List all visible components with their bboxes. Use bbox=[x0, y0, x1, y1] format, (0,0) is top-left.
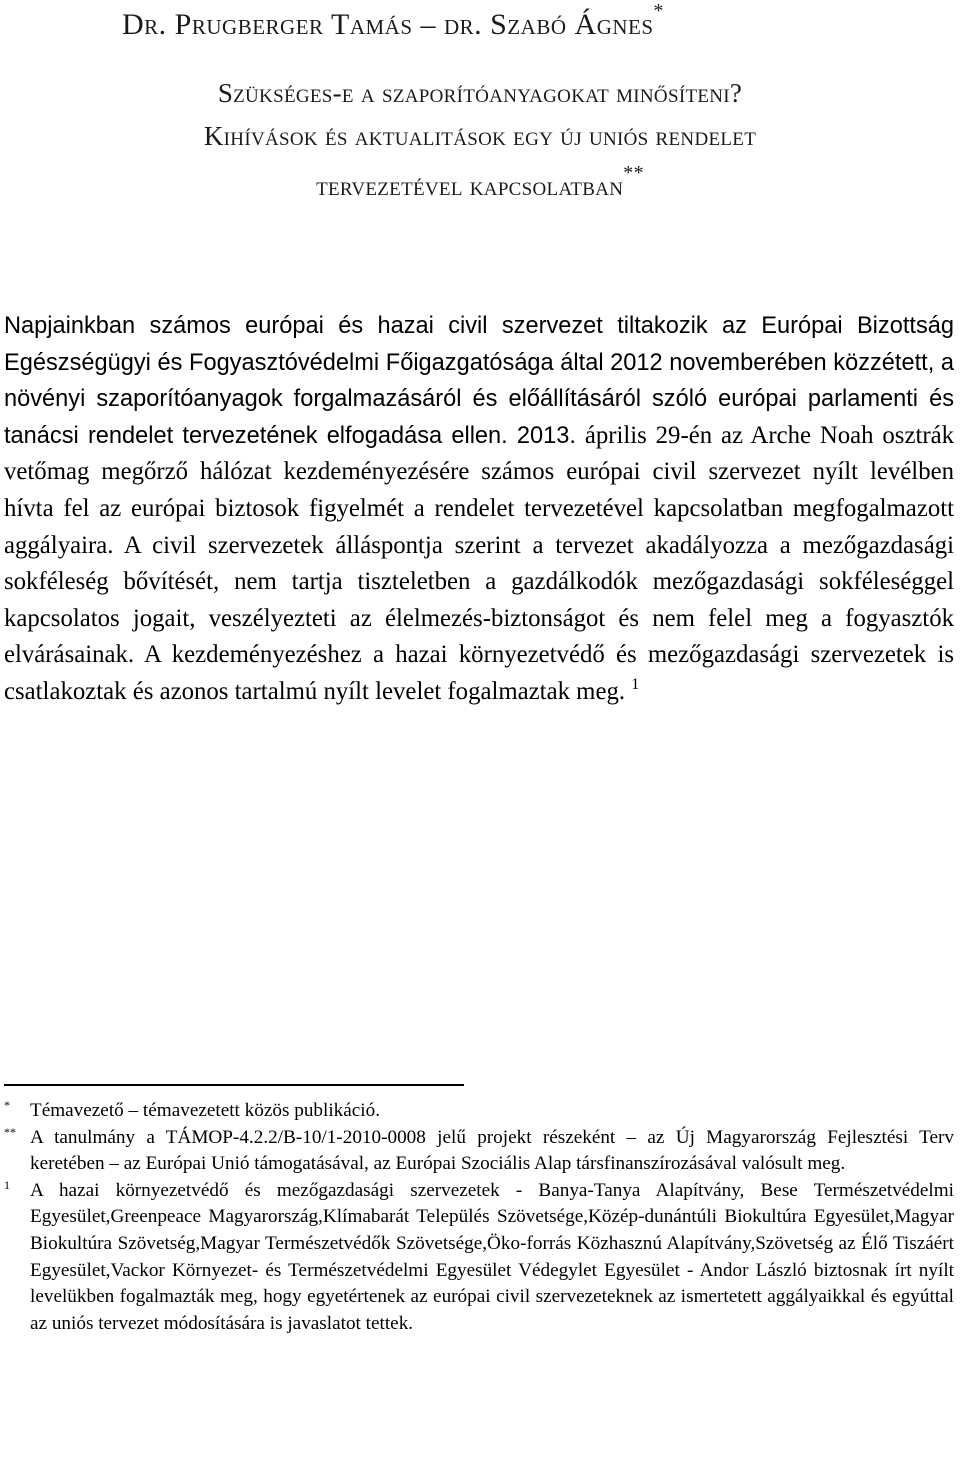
body-lead-text: Napjainkban számos európai és hazai civil szervezet tiltakozik az Európai Bizottság Egészségügyi és Fogyasztóvédelmi Főigazgatósága által 2012 novemberében közzétett, a növényi szaporítóanyagok forgalmazásáról és előállításáról szóló európai parlamenti és tanácsi rendelet tervezetének elfogadása ellen. 2013. bbox=[4, 313, 954, 449]
footnote-text: A hazai környezetvédő és mezőgazdasági szervezetek - Banya-Tanya Alapítvány, Bese Természetvédelmi Egyesület,Greenpeace Magyarország,Klímabarát Település Szövetsége,Közép-dunántúli Biokultúra Egyesület,Magyar Biokultúra Szövetség,Magyar Természetvédők Szövetsége,Öko-forrás Közhasznú Alapítvány,Szövetség az Élő Tiszáért Egyesület,Vackor Környezet- és Természetvédelmi Egyesület Védegylet Egyesület - Andor László biztosnak írt nyílt levelükben fogalmazták meg, hogy egyetértenek az európai civil szervezeteknek az ismertetett aggályaikkal és egyúttal az uniós tervezet módosítására is javaslatot tettek. bbox=[30, 1179, 954, 1334]
title-line-3-text: tervezetével kapcsolatban bbox=[316, 171, 624, 201]
footnote-mark: * bbox=[4, 1098, 10, 1112]
footnote-item bbox=[4, 1125, 954, 1178]
title-line-3 bbox=[0, 158, 960, 208]
title-line-1: Szükséges-e a szaporítóanyagokat minősíteni? bbox=[217, 78, 743, 108]
footnote-mark: ** bbox=[4, 1124, 16, 1139]
footnote-mark: 1 bbox=[4, 1177, 10, 1192]
body-rest-text: április 29-én az Arche Noah osztrák vetőmag megőrző hálózat kezdeményezésére számos európai civil szervezet nyílt levélben hívta fel az európai biztosok figyelmét a rendelet tervezetével kapcsolatban megfogalmazott aggályaira. A civil szervezetek álláspontja szerint a tervezet akadályozza a mezőgazdasági sokféleség bővítését, nem tartja tiszteletben a gazdálkodók mezőgazdasági sokféleséggel kapcsolatos jogait, veszélyezteti az élelmezés-biztonságot és nem felel meg a fogyasztók elvárásainak. A kezdeményezéshez a hazai környezetvédő és mezőgazdasági szervezetek is csatlakoztak és azonos tartalmú nyílt levelet fogalmaztak meg. bbox=[4, 421, 954, 705]
body-paragraph bbox=[4, 308, 954, 714]
article-title bbox=[0, 72, 960, 208]
footnote-item bbox=[4, 1178, 954, 1338]
footnote-separator bbox=[4, 1084, 464, 1086]
body-footnote-ref: 1 bbox=[631, 675, 640, 693]
authors-text: Dr. Prugberger Tamás – dr. Szabó Ágnes bbox=[122, 8, 654, 41]
footnotes bbox=[4, 1098, 954, 1337]
footnote-text: Témavezető – témavezetett közös publikáció. bbox=[30, 1100, 381, 1121]
title-line-2: Kihívások és aktualitások egy új uniós rendelet bbox=[203, 121, 757, 151]
author-line bbox=[122, 0, 665, 42]
authors-footnote-mark: * bbox=[653, 0, 665, 22]
footnote-item bbox=[4, 1098, 954, 1125]
footnote-text: A tanulmány a TÁMOP-4.2.2/B-10/1-2010-0008 jelű projekt részeként – az Új Magyarország Fejlesztési Terv keretében – az Európai Unió támogatásával, az Európai Szociális Alap társfinanszírozásával valósult meg. bbox=[30, 1126, 954, 1175]
title-footnote-mark: ** bbox=[623, 162, 644, 184]
